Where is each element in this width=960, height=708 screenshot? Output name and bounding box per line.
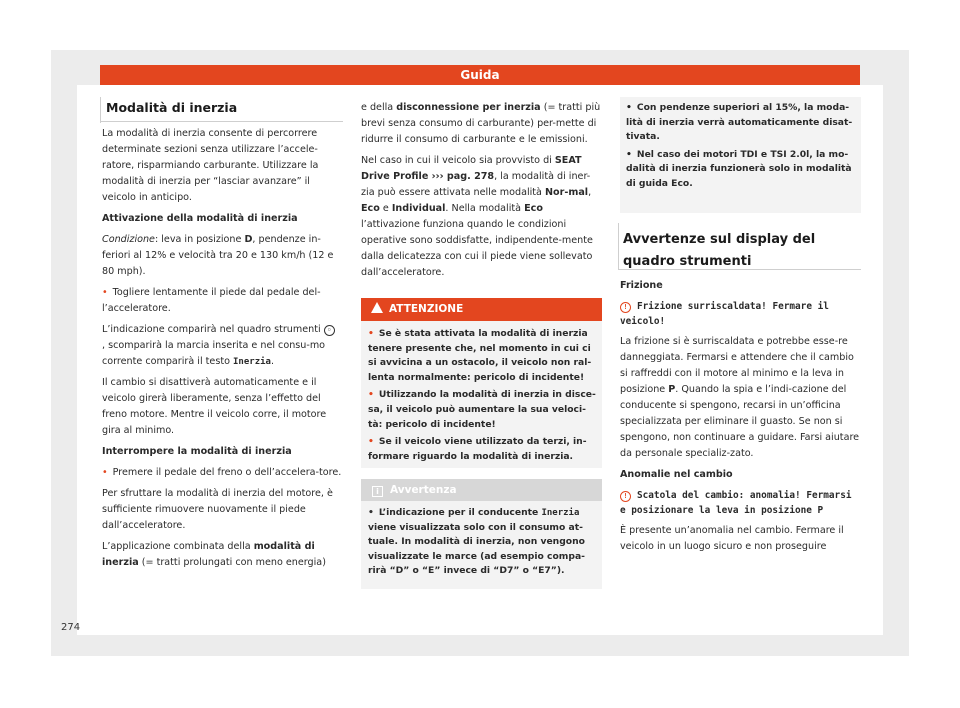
heading-divider [100,121,343,122]
info-item: • Nel caso dei motori TDI e TSI 2.0l, la mo-dalità di inerzia funzionerà solo in modalità di guida Eco. [626,148,856,192]
column-1 [102,126,342,576]
note-item: • L’indicazione per il conducente Inerzia viene visualizzata solo con il consumo at-tuale. In modalità di inerzia, non vengono visualizzate le marce (ad esempio compa-rirà “D” o “E” invece di “D7” o “E7”). [368,507,585,576]
continuation-paragraph: e della disconnessione per inerzia (= tratti più brevi senza consumo di carburante) per-mette di ridurre il consumo di carburante e le emissioni. [361,102,601,145]
note-header: i Avvertenza [361,479,602,501]
gearbox-paragraph: È presente un’anomalia nel cambio. Fermare il veicolo in un luogo sicuro e non proseguire [620,525,844,552]
clutch-heading: Frizione [620,280,663,291]
section-heading: Avvertenze sul display del quadro strumenti [623,232,816,269]
warning-item: • Se il veicolo viene utilizzato da terzi, in-formare riguardo la modalità di inerzia. [368,435,596,464]
warning-triangle-icon [371,302,383,313]
note-body [368,506,596,579]
step-release-pedal: • Togliere lentamente il piede dal pedale del-l’acceleratore. [102,285,342,317]
gearbox-heading: Anomalie nel cambio [620,469,733,480]
page-number: 274 [61,622,81,633]
warning-item: • Se è stata attivata la modalità di inerzia tenere presente che, nel momento in cui ci si avvicina a un ostacolo, il veicolo non ral-lenta normalmente: pericolo di incidente! [368,327,596,385]
warning-header: ATTENZIONE [361,298,602,321]
intro-paragraph: La modalità di inerzia consente di percorrere determinate sezioni senza utilizzare l’accele-ratore, risparmiando carburante. Utilizzare la modalità di inerzia per “lasciar avanzare” il veicolo in anticipo. [102,128,319,203]
warning-body [368,327,596,467]
alert-icon: ! [620,491,631,502]
clutch-message: ! Frizione surriscaldata! Fermare il veicolo! [620,301,829,327]
section-header-title: Guida [460,68,500,82]
info-body [626,101,856,195]
info-icon: i [372,486,383,497]
drive-profile-paragraph: Nel caso in cui il veicolo sia provvisto di SEAT Drive Profile ››› pag. 278, la modalità di iner-zia può essere attivata nelle modalità Nor-mal, Eco e Individual. Nella modalità Eco l’attivazione funziona quando le condizioni operative sono soddisfatte, indipendente-mente dalla delicatezza con cui il piede viene sollevato dall’acceleratore. [361,155,593,278]
page-title: Modalità di inerzia [106,100,238,115]
auto-off-paragraph: Il cambio si disattiverà automaticamente e il veicolo girerà liberamente, senza l’effetto del freno motore. Mentre il veicolo corre, il motore gira al minimo. [102,377,327,436]
column-2 [361,100,601,286]
combo-paragraph: L’applicazione combinata della modalità di inerzia (= tratti prolungati con meno energia) [102,541,326,568]
info-item: • Con pendenze superiori al 15%, la moda-lità di inerzia verrà automaticamente disat-tivata. [626,101,856,145]
alert-icon: ! [620,302,631,313]
step-press-pedal: • Premere il pedale del freno o dell’accelera-tore. [102,465,342,481]
reuse-paragraph: Per sfruttare la modalità di inerzia del motore, è sufficiente rimuovere nuovamente il piede dall’acceleratore. [102,488,333,531]
section-divider [618,269,861,270]
column-3 [620,278,860,560]
coasting-indicator-icon: ◦ [324,325,335,336]
interrupt-heading: Interrompere la modalità di inerzia [102,446,292,457]
condition-paragraph: Condizione: leva in posizione D, pendenze in-feriori al 12% e velocità tra 20 e 130 km/h (12 e 80 mph). [102,234,334,277]
page-reference-link[interactable]: ››› pag. 278 [428,171,495,182]
activation-heading: Attivazione della modalità di inerzia [102,213,298,224]
warning-item: • Utilizzando la modalità di inerzia in disce-sa, il veicolo può aumentare la sua veloci-tà: pericolo di incidente! [368,388,596,432]
display-paragraph: L’indicazione comparirà nel quadro strumenti ◦, scomparirà la marcia inserita e nel consu-mo corrente comparirà il testo Inerzia. [102,322,342,370]
clutch-paragraph: La frizione si è surriscaldata e potrebbe esse-re danneggiata. Fermarsi e attendere che il cambio si raffreddi con il motore al minimo e la leva in posizione P. Quando la spia e l’indi-cazione del conducente si spengono, recarsi in un’officina specializzata per eliminare il guasto. Se non si spengono, non continuare a guidare. Farsi aiutare da personale specializ-zato. [620,336,860,459]
gearbox-message: ! Scatola del cambio: anomalia! Fermarsi e posizionare la leva in posizione P [620,490,852,516]
